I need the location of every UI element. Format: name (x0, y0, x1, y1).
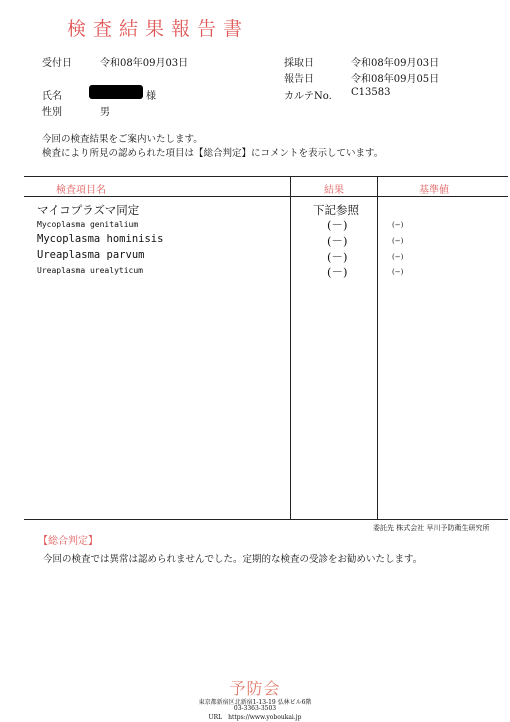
column-divider-2 (377, 176, 378, 520)
table-row-item: マイコプラズマ同定 (37, 203, 140, 217)
sex-label: 性別 (42, 107, 62, 118)
footer-phone: 03-3363-3503 (233, 705, 277, 712)
table-row-ref: (−) (392, 268, 404, 276)
table-row-item: Mycoplasma genitalium (37, 220, 139, 229)
received-label: 受付日 (42, 58, 72, 69)
table-top-border (24, 176, 508, 177)
column-header-ref: 基準値 (419, 185, 449, 196)
footer-url: URL https://www.yoboukai.jp (208, 714, 302, 721)
table-row-ref: (−) (392, 237, 404, 245)
sex-value: 男 (100, 107, 110, 118)
footer-address: 東京都新宿区北新宿1-13-19 弘林ビル6階 (198, 699, 312, 706)
column-header-result: 結果 (324, 185, 344, 196)
chart-no-value: C13583 (351, 87, 391, 98)
table-row-ref: (−) (392, 253, 404, 261)
column-divider-1 (290, 176, 291, 520)
table-row-item: Ureaplasma urealyticum (37, 266, 143, 275)
intro-line-1: 今回の検査結果をご案内いたします。 (42, 134, 203, 145)
comment-label: 【総合判定】 (38, 536, 98, 547)
report-title: 検査結果報告書 (67, 18, 250, 40)
table-bottom-border (24, 519, 508, 520)
intro-line-2: 検査により所見の認められた項目は【総合判定】にコメントを表示しています。 (42, 148, 384, 159)
clinic-logo: 予防会 (229, 679, 281, 698)
reported-value: 令和08年09月05日 (351, 74, 440, 85)
table-row-result: (－) (327, 218, 348, 232)
table-row-ref: (−) (392, 221, 404, 229)
table-row-result: (－) (327, 234, 348, 248)
reported-label: 報告日 (284, 74, 314, 85)
collected-label: 採取日 (284, 58, 314, 69)
table-row-result: (－) (327, 250, 348, 264)
column-header-item: 検査項目名 (56, 185, 106, 196)
table-row-item: Mycoplasma hominisis (37, 233, 164, 245)
redacted-name (89, 85, 143, 99)
table-row-item: Ureaplasma parvum (37, 249, 145, 261)
table-header-border (24, 196, 508, 197)
name-label: 氏名 (42, 91, 62, 102)
chart-no-label: カルテNo. (284, 91, 332, 102)
comment-text: 今回の検査では異常は認められませんでした。定期的な検査の受診をお勧めいたします。 (43, 554, 423, 565)
table-row-result: (－) (327, 265, 348, 279)
received-value: 令和08年09月03日 (100, 58, 189, 69)
collected-value: 令和08年09月03日 (351, 58, 440, 69)
lab-name: 委託先 株式会社 早川予防衛生研究所 (373, 524, 490, 532)
name-honorific: 様 (146, 91, 156, 102)
table-row-result: 下記参照 (313, 203, 359, 217)
